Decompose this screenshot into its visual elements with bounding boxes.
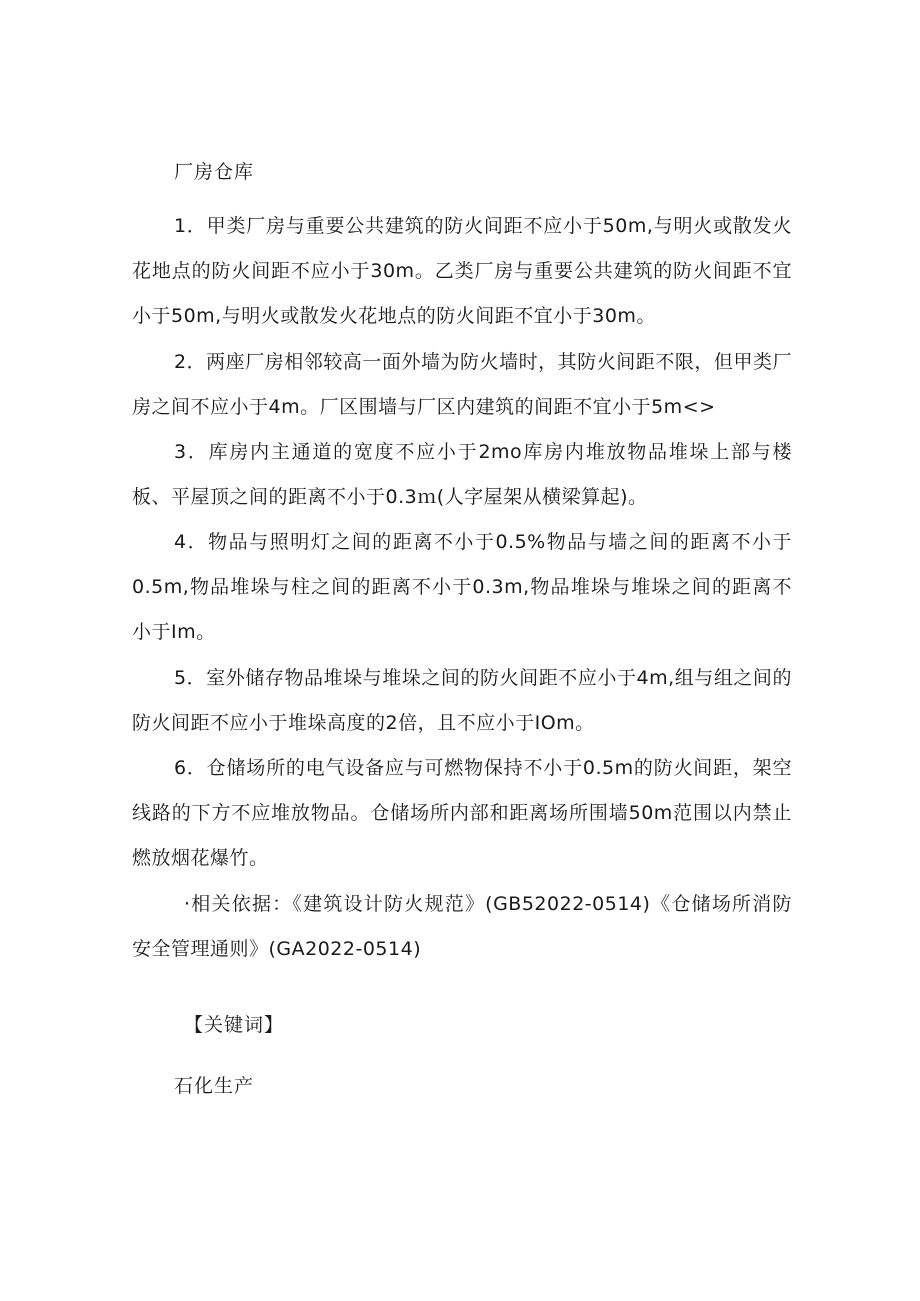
keywords-label: 【关键词】	[184, 1014, 285, 1036]
item-6: 6．仓储场所的电气设备应与可燃物保持不小于0.5m的防火间距，架空线路的下方不应堆放物品。仓储场所内部和距离场所围墙50m范围以内禁止燃放烟花爆竹。	[132, 757, 792, 869]
section-title: 厂房仓库	[174, 161, 255, 183]
item-2: 2．两座厂房相邻较高一面外墙为防火墙时，其防火间距不限，但甲类厂房之间不应小于4m。厂区围墙与厂区内建筑的间距不宜小于5m<>	[132, 351, 792, 418]
item-4: 4．物品与照明灯之间的距离不小于0.5%物品与墙之间的距离不小于0.5m,物品堆垛与柱之间的距离不小于0.3m,物品堆垛与堆垛之间的距离不小于Im。	[132, 531, 792, 643]
reference-standards: ·相关依据：《建筑设计防火规范》(GB52022-0514)《仓储场所消防安全管理通则》(GA2022-0514)	[132, 893, 792, 960]
keyword-value: 石化生产	[174, 1075, 255, 1097]
item-5: 5．室外储存物品堆垛与堆垛之间的防火间距不应小于4m,组与组之间的防火间距不应小于堆垛高度的2倍，且不应小于IOm。	[132, 667, 792, 734]
item-1: 1．甲类厂房与重要公共建筑的防火间距不应小于50m,与明火或散发火花地点的防火间距不应小于30m。乙类厂房与重要公共建筑的防火间距不宜小于50m,与明火或散发火花地点的防火间距不宜小于30m。	[132, 215, 792, 327]
item-3: 3．库房内主通道的宽度不应小于2mo库房内堆放物品堆垛上部与楼板、平屋顶之间的距离不小于0.3ｍ(人字屋架从横梁算起)。	[132, 441, 792, 508]
